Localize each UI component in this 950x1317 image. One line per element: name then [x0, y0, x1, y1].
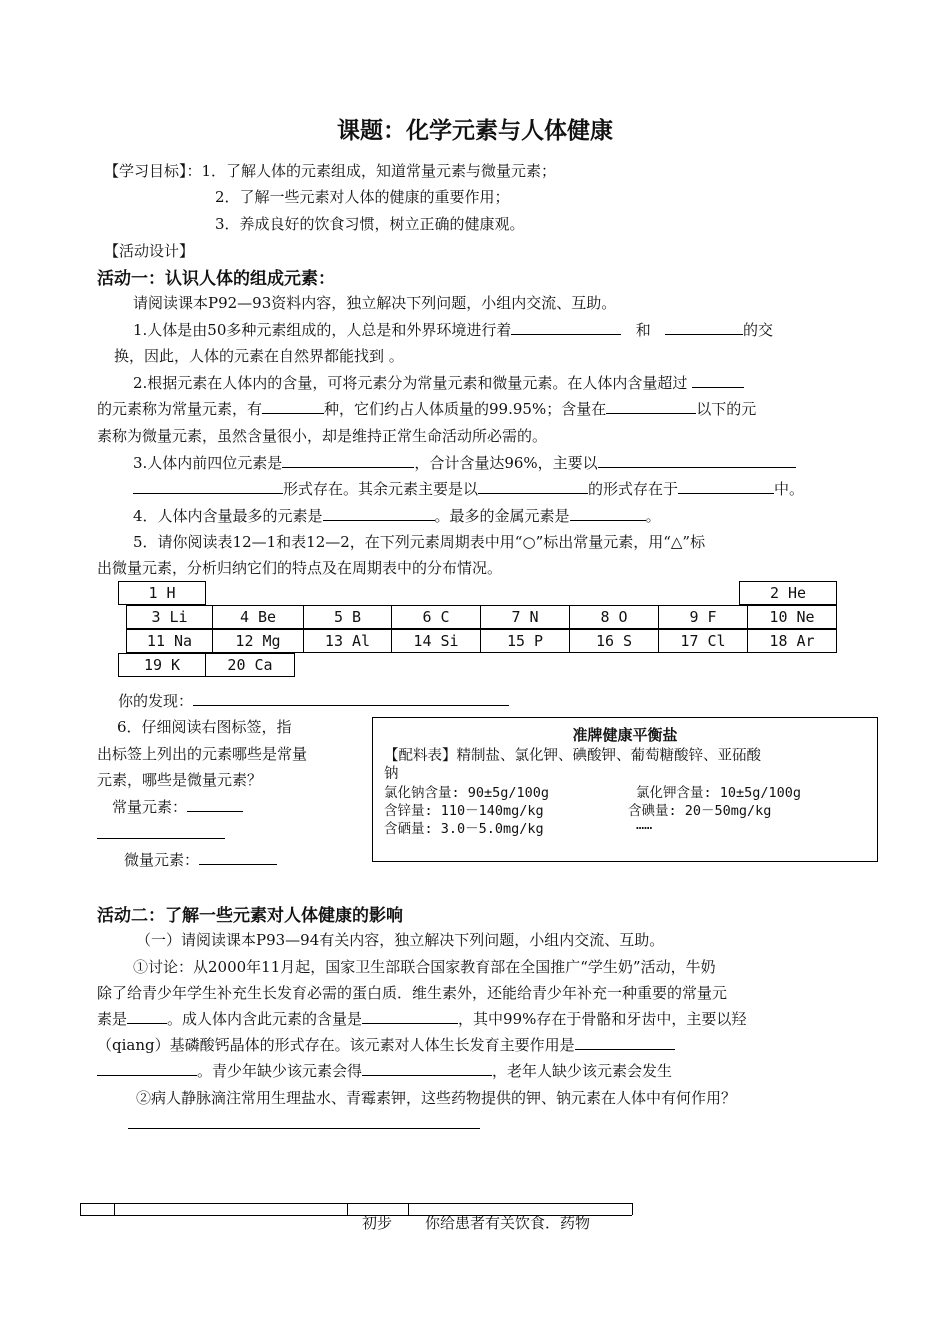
blank-form-3[interactable] — [478, 479, 588, 494]
element-cell[interactable]: 19 K — [118, 653, 206, 677]
discussion-1-line4: （qiang）基磷酸钙晶体的形式存在。该元素对人体生长发育主要作用是 — [97, 1034, 675, 1055]
blank-element-content[interactable] — [362, 1009, 458, 1024]
activity1-heading: 活动一：认识人体的组成元素： — [97, 269, 335, 289]
element-cell[interactable]: 16 S — [569, 629, 659, 653]
question-4: 4．人体内含量最多的元素是 。最多的金属元素是 。 — [133, 507, 661, 525]
blank-trace[interactable] — [199, 850, 277, 865]
blank-element[interactable] — [127, 1009, 167, 1024]
blank-answer-2[interactable] — [128, 1128, 480, 1129]
blank-exchange-1[interactable] — [511, 320, 621, 335]
discussion-2: ②病人静脉滴注常用生理盐水、青霉素钾，这些药物提供的钾、钠元素在人体中有何作用？ — [136, 1089, 737, 1107]
salt-selenium-content: 含硒量: 3.0－5.0mg/kg — [384, 821, 544, 837]
element-cell[interactable]: 4 Be — [212, 605, 304, 629]
footer-divider — [80, 1203, 81, 1215]
footer-text-b: 你给患者有关饮食．药物 — [425, 1214, 591, 1232]
element-cell[interactable]: 12 Mg — [212, 629, 304, 653]
element-cell[interactable]: 9 F — [658, 605, 748, 629]
element-cell[interactable]: 13 Al — [303, 629, 392, 653]
goal-item-3: 3．养成良好的饮食习惯，树立正确的健康观。 — [215, 215, 525, 233]
question-3-cont: 形式存在。其余元素主要是以 的形式存在于 中。 — [133, 478, 804, 499]
blank-most-metal[interactable] — [570, 506, 646, 521]
element-cell[interactable]: 6 C — [391, 605, 481, 629]
element-cell[interactable]: 10 Ne — [747, 605, 837, 629]
footer-divider — [632, 1203, 633, 1215]
blank-major[interactable] — [187, 797, 243, 812]
salt-ellipsis: …… — [636, 817, 653, 833]
element-cell[interactable]: 2 He — [739, 581, 837, 605]
salt-kcl-content: 氯化钾含量: 10±5g/100g — [636, 785, 802, 801]
question-3: 3.人体内前四位元素是 ，合计含量达96%，主要以 — [133, 452, 796, 473]
trace-elements-line: 微量元素： — [124, 849, 277, 870]
blank-top-four[interactable] — [282, 453, 414, 468]
blank-function[interactable] — [575, 1035, 675, 1050]
question-2: 2.根据元素在人体内的含量，可将元素分为常量元素和微量元素。在人体内含量超过 — [133, 372, 744, 393]
element-cell[interactable]: 7 N — [480, 605, 570, 629]
footer-divider — [408, 1203, 409, 1215]
question-2-end: 素称为微量元素，虽然含量很小，却是维持正常生命活动所必需的。 — [97, 427, 548, 445]
question-5: 5．请你阅读表12—1和表12—2，在下列元素周期表中用“○”标出常量元素，用“△”标 — [133, 533, 706, 551]
salt-label-ingredients-cont: 钠 — [384, 766, 399, 782]
element-cell[interactable]: 20 Ca — [205, 653, 295, 677]
blank-count[interactable] — [262, 399, 324, 414]
major-elements-line: 常量元素： — [112, 796, 243, 817]
element-cell[interactable]: 1 H — [118, 581, 206, 605]
salt-label-ingredients: 【配料表】精制盐、氯化钾、碘酸钾、葡萄糖酸锌、亚砳酸 — [384, 748, 761, 764]
activity2-heading: 活动二：了解一些元素对人体健康的影响 — [97, 906, 403, 926]
question-1: 1.人体是由50多种元素组成的，人总是和外界环境进行着 和 的交 — [133, 321, 774, 339]
blank-discovery[interactable] — [193, 691, 509, 706]
blank-youth-disease[interactable] — [362, 1061, 492, 1076]
discussion-1-cont: 除了给青少年学生补充生长发育必需的蛋白质．维生素外，还能给青少年补充一种重要的常量元 — [97, 984, 728, 1002]
question-1-cont: 换，因此，人体的元素在自然界都能找到 。 — [114, 347, 404, 365]
blank-exchange-2[interactable] — [665, 320, 743, 335]
element-cell[interactable]: 11 Na — [126, 629, 213, 653]
element-cell[interactable]: 14 Si — [391, 629, 481, 653]
blank-function-cont[interactable] — [97, 1061, 197, 1076]
question-2-cont: 的元素称为常量元素，有 种，它们约占人体质量的99.95%；含量在 以下的元 — [97, 400, 757, 418]
question-5-cont: 出微量元素，分析归纳它们的特点及在周期表中的分布情况。 — [97, 559, 503, 577]
activity2-intro: （一）请阅读课本P93—94有关内容，独立解决下列问题，小组内交流、互助。 — [136, 931, 665, 949]
question-6-cont: 出标签上列出的元素哪些是常量 — [97, 745, 308, 763]
activity1-intro: 请阅读课本P92—93资料内容，独立解决下列问题，小组内交流、互助。 — [133, 294, 617, 312]
salt-nacl-content: 氯化钠含量: 90±5g/100g — [384, 785, 550, 801]
salt-iodine-content: 含碘量: 20－50mg/kg — [628, 803, 772, 819]
blank-location[interactable] — [678, 479, 774, 494]
salt-label-title: 准牌健康平衡盐 — [572, 726, 678, 744]
goal-item-1: 1．了解人体的元素组成，知道常量元素与微量元素； — [201, 162, 557, 180]
goal-item-2: 2．了解一些元素对人体的健康的重要作用； — [215, 188, 510, 206]
page-title: 课题：化学元素与人体健康 — [337, 118, 613, 144]
element-cell[interactable]: 3 Li — [126, 605, 213, 629]
blank-form-2[interactable] — [133, 479, 283, 494]
element-cell[interactable]: 17 Cl — [658, 629, 748, 653]
footer-text-a: 初步 — [362, 1214, 393, 1232]
footer-divider — [347, 1203, 348, 1215]
element-cell[interactable]: 18 Ar — [747, 629, 837, 653]
element-cell[interactable]: 8 O — [569, 605, 659, 629]
footer-rule-top — [80, 1203, 632, 1204]
discussion-1: ①讨论：从2000年11月起，国家卫生部联合国家教育部在全国推广“学生奶”活动，牛奶 — [133, 958, 716, 976]
discussion-1-line3: 素是 。成人体内含此元素的含量是 ，其中99%存在于骨骼和牙齿中，主要以羟 — [97, 1010, 747, 1028]
blank-form-1[interactable] — [598, 453, 796, 468]
blank-most-element[interactable] — [323, 506, 435, 521]
footer-divider — [114, 1203, 115, 1215]
question-6: 6．仔细阅读右图标签，指 — [117, 718, 292, 736]
goals-label: 【学习目标】：1．了解人体的元素组成，知道常量元素与微量元素； — [104, 162, 557, 180]
discussion-1-line5: 。青少年缺少该元素会得 ，老年人缺少该元素会发生 — [97, 1060, 672, 1081]
blank-major-cont[interactable] — [97, 838, 225, 839]
blank-trace-threshold[interactable] — [606, 399, 696, 414]
element-cell[interactable]: 5 B — [303, 605, 392, 629]
design-label: 【活动设计】 — [104, 242, 195, 260]
blank-threshold[interactable] — [692, 373, 744, 388]
salt-zinc-content: 含锌量: 110－140mg/kg — [384, 803, 544, 819]
element-cell[interactable]: 15 P — [480, 629, 570, 653]
discovery-line: 你的发现： — [118, 690, 509, 711]
question-6-end: 元素，哪些是微量元素？ — [97, 771, 263, 789]
